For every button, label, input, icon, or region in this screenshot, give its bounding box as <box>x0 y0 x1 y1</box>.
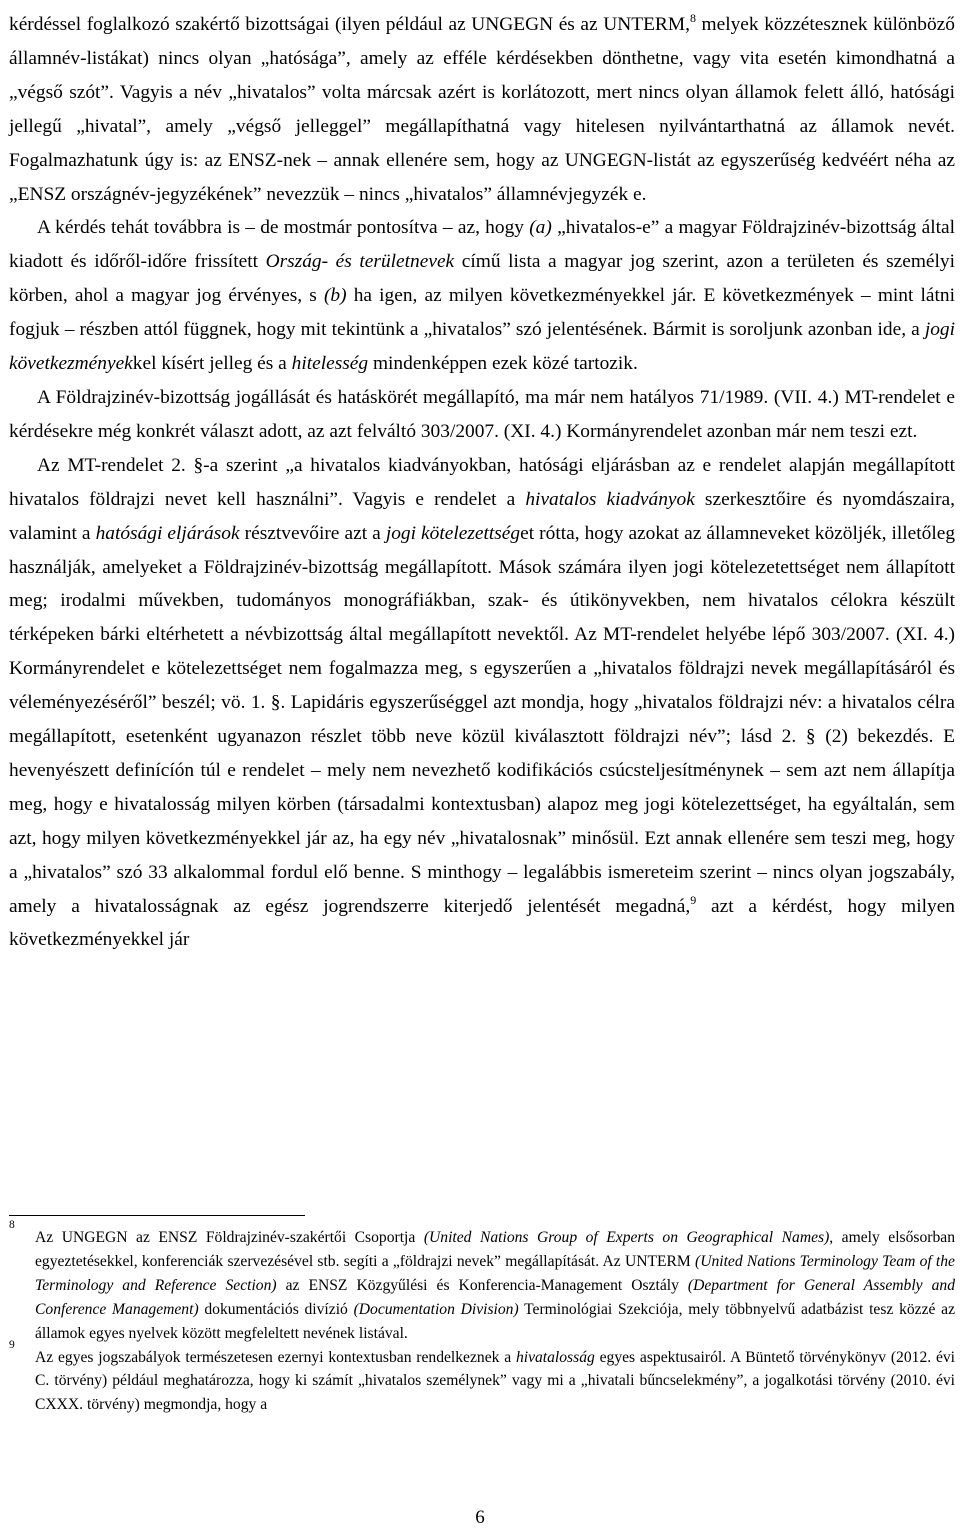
text-run: kérdéssel foglalkozó szakértő bizottságai (ilyen például az UNGEGN és az UNTERM, <box>9 14 690 35</box>
text-run: Az egyes jogszabályok természetesen ezernyi kontextusban rendelkeznek a <box>35 1348 516 1366</box>
footnote-ref-9[interactable]: 9 <box>690 892 697 907</box>
footnote-8 <box>9 1219 955 1346</box>
footnote-ref-8[interactable]: 8 <box>689 11 696 25</box>
page-number: 6 <box>475 1507 485 1528</box>
italic-run: (Documentation Division) <box>353 1300 519 1318</box>
italic-run: (a) <box>529 217 552 239</box>
footnotes <box>9 1219 955 1417</box>
text-run: ha igen, az milyen következményekkel jár. E következmények – mint látni fogjuk – részben attól függnek, hogy mit tekintünk a „hivatalos” szó jelentésének. Bármit is soroljunk azonban ide, a <box>9 285 955 341</box>
italic-run: (United Nations Group of Experts on Geographical Names) <box>423 1229 830 1246</box>
italic-run: hivatalosság <box>515 1348 595 1366</box>
text-run: A kérdés tehát továbbra is – de mostmár pontosítva – az, hogy <box>37 217 530 239</box>
text-run: „hivatalos-e” a magyar Földrajzinév-bizottság által kiadott és időről-időre frissített <box>9 217 955 273</box>
text-run: kel kísért jelleg és a <box>132 353 292 375</box>
text-run: Az MT-rendelet 2. §-a szerint „a hivatalos kiadványokban, hatósági eljárásban az e rendelet alapján megállapított hivatalos földrajzi nevet kell használni”. Vagyis e rendelet a <box>9 454 955 510</box>
text-run: et rótta, hogy azokat az államneveket közöljék, illetőleg használják, amelyeket a Földrajzinév-bizottság megállapított. Mások számára ilyen jogi kötelezetettséget nem állapított meg; irodalmi művekben, tudományos monográfiákban, szak- és útikönyvekben, nem hivatalos célokra készült térképeken bárki eltérhetett a névbizottság által megállapított nevektől. Az MT-rendelet helyébe lépő 303/2007. (XI. 4.) Kormányrendelet e kötelezettséget nem fogalmazza meg, s egyszerűen a „hivatalos földrajzi nevek megállapításáról és véleményezéséről” beszél; vö. 1. §. Lapidáris egyszerűséggel azt mondja, hogy „hivatalos földrajzi név: a hivatalos célra megállapított, esetenként ugyanazon részlet több neve közül kiválasztott földrajzi név”; lásd 2. § (2) bekezdés. E hevenyészett definícíón túl e rendelet – mely nem nevezhető kodifikációs csúcsteljesítménynek – sem azt nem állapítja meg, hogy e hivatalosság milyen körben (társadalmi kontextusban) alapoz meg jogi kötelezettséget, ha egyáltalán, sem azt, hogy milyen következményekkel jár az, ha egy név „hivatalosnak” minősül. Ezt annak ellenére sem teszi meg, hogy a „hivatalos” szó 33 alkalommal fordul elő benne. S minthogy – legalábbis ismereteim szerint – nincs olyan jogszabály, amely a hivatalosságnak az egész jogrendszerre kiterjedő jelentését megadná, <box>9 522 956 917</box>
footnote-9 <box>9 1338 955 1418</box>
italic-run: hatósági eljárások <box>95 522 240 544</box>
paragraph-4 <box>9 449 955 958</box>
text-run: azt a kérdést, hogy milyen következményekkel jár <box>9 895 955 951</box>
italic-run: hivatalos kiadványok <box>525 488 695 510</box>
text-run: melyek közzétesznek különböző államnév-listákat) nincs olyan „hatósága”, amely az efféle kérdésekben dönthetne, vagy vita esetén kimondhatná a „végső szót”. Vagyis a név „hivatalos” volta márcsak azért is korlátozott, mert nincs olyan államok felett álló, hatósági jellegű „hivatal”, amely „végső jelleggel” megállapíthatná vagy hitelesen nyilvántarthatná az államok nevét. Fogalmazhatunk úgy is: az ENSZ-nek – annak ellenére sem, hogy az UNGEGN-listát az egyszerűség kedvéért néha az „ENSZ országnév-jegyzékének” nevezzük – nincs „hivatalos” államnévjegyzék e. <box>9 14 955 205</box>
footnote-separator <box>9 1215 305 1216</box>
text-run: , amely elsősorban egyeztetésekkel, konferenciák szervezésével stb. segíti a „földrajzi nevek” megállapítását. Az UNTERM <box>35 1229 955 1270</box>
text-run: dokumentációs divízió <box>198 1300 354 1318</box>
paragraph-2 <box>9 211 955 381</box>
italic-run: jogi kötelezettség <box>385 522 521 544</box>
italic-run: (Department for General Assembly and Conference Management) <box>35 1276 955 1318</box>
footnote-number: 8 <box>9 1219 15 1231</box>
italic-run: (United Nations Terminology Team of the Terminology and Reference Section) <box>35 1252 955 1294</box>
text-run: Terminológiai Szekciója, mely többnyelvű adatbázist tesz közzé az államok egyes nyelvek között megfeleltett nevének listával. <box>35 1300 955 1342</box>
paragraph-1 <box>9 8 955 211</box>
italic-run: (b) <box>323 285 347 307</box>
text-run: egyes aspektusairól. A Büntető törvénykönyv (2012. évi C. törvény) például meghatározza, hogy ki számít „hivatalos személynek” vagy mi a „hivatali bűncselekmény”, a jogalkotási törvény (2010. évi CXXX. törvény) megmondja, hogy a <box>35 1348 955 1414</box>
paragraph-3: A Földrajzinév-bizottság jogállását és hatáskörét megállapító, ma már nem hatályos 71/1989. (VII. 4.) MT-rendelet e kérdésekre még konkrét választ adott, az azt felváltó 303/2007. (XI. 4.) Kormányrendelet azonban már nem teszi ezt. <box>9 386 955 442</box>
footnote-number: 9 <box>9 1338 15 1351</box>
text-run: résztvevőire azt a <box>239 522 386 544</box>
text-run: című lista a magyar jog szerint, azon a területen és személyi körben, ahol a magyar jog érvényes, s <box>9 251 955 307</box>
text-run: mindenképpen ezek közé tartozik. <box>368 353 638 375</box>
italic-run: hitelesség <box>291 353 369 375</box>
italic-run: Ország- és területnevek <box>265 251 455 273</box>
text-run: az ENSZ Közgyűlési és Konferencia-Management Osztály <box>276 1276 688 1294</box>
main-text <box>9 8 955 957</box>
text-run: szerkesztőire és nyomdászaira, valamint a <box>9 488 956 544</box>
text-run: Az UNGEGN az ENSZ Földrajzinév-szakértői Csoportja <box>35 1229 424 1246</box>
italic-run: jogi következmények <box>9 319 955 375</box>
